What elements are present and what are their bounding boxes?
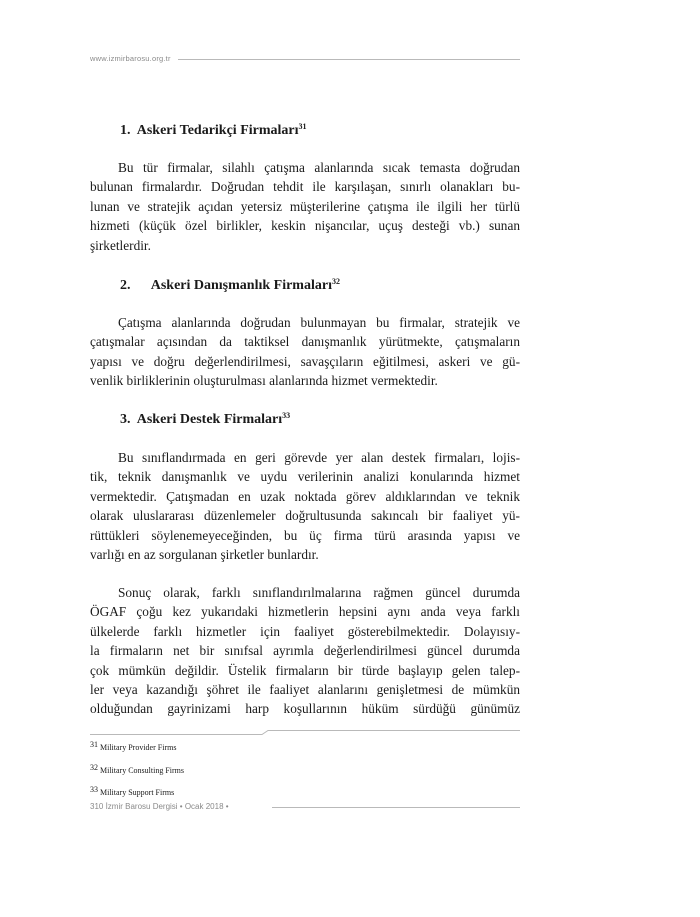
footnote-number: 31 (90, 740, 98, 749)
text-line: olduğundan gayrinizami harp koşullarının hüküm sürdüğü günümüz (90, 701, 520, 717)
section-2-heading (120, 277, 340, 294)
site-url: www.izmirbarosu.org.tr (90, 54, 171, 63)
section-3-paragraph (90, 448, 520, 564)
section-3-heading (120, 411, 290, 428)
footnote-33 (90, 785, 174, 797)
footnote-ref-31[interactable]: 31 (298, 122, 307, 131)
page-footer: 310 İzmir Barosu Dergisi • Ocak 2018 • (90, 802, 229, 811)
text-line: rüttükleri söylenemeyeceğinden, bu üç firma türü arasında yapısı ve (90, 527, 520, 543)
text-line: ülkelerde farklı hizmetler için faaliyet gösterebilmektedir. Dolayısıy- (90, 623, 520, 639)
section-1-paragraph (90, 158, 520, 255)
section-3-title: Askeri Destek Firmaları (136, 412, 283, 427)
text-line: bulunan firmalardır. Doğrudan tehdit ile karşılaşan, sınırlı olanakları bu- (90, 179, 520, 195)
footnote-31 (90, 740, 176, 752)
header-rule (178, 59, 520, 60)
text-line: Çatışma alanlarında doğrudan bulunmayan bu firmalar, stratejik ve (118, 315, 520, 330)
section-1-number: 1. (120, 123, 131, 138)
section-2-title: Askeri Danışmanlık Firmaları (150, 278, 332, 293)
text-line: olarak uluslararası düzenlemeler doğrultusunda sakıncalı bir faaliyet yü- (90, 508, 520, 524)
footnote-text: Military Consulting Firms (100, 766, 185, 775)
footnote-text: Military Provider Firms (100, 743, 177, 752)
footnote-text: Military Support Firms (100, 788, 175, 797)
text-line: vermektedir. Çatışmadan en uzak noktada görev aldıklarından ve teknik (90, 488, 520, 504)
text-line: ler veya kazandığı şöhret ile faaliyet alanlarını genişletmesi de mümkün (90, 681, 520, 697)
text-line: çok mümkün değildir. Üstelik firmaların bir türde başlayıp gelen talep- (90, 662, 520, 678)
section-2-paragraph (90, 313, 520, 391)
text-line: venlik birliklerinin oluşturulması alanlarında hizmet vermektedir. (90, 373, 438, 389)
footnote-number: 33 (90, 785, 98, 794)
section-1-title: Askeri Tedarikçi Firmaları (136, 123, 299, 138)
text-line: şirketlerdir. (90, 237, 151, 253)
footnote-32 (90, 763, 184, 775)
section-1-heading (120, 122, 307, 139)
text-line: çatışmalar açısından da taktiksel danışmanlık yürütmekte, çatışmaların (90, 334, 520, 350)
footnote-number: 32 (90, 763, 98, 772)
text-line: Bu tür firmalar, silahlı çatışma alanlarında sıcak temasta doğrudan (118, 160, 520, 175)
text-line: Sonuç olarak, farklı sınıflandırılmalarına rağmen güncel durumda (118, 585, 520, 600)
footnote-ref-32[interactable]: 32 (331, 277, 340, 286)
text-line: la firmaların net bir sınıfsal ayrımla değerlendirilmesi güncel durumda (90, 643, 520, 659)
text-line: hizmeti (küçük özel birlikler, keskin nişancılar, uçuş desteği vb.) sunan (90, 218, 520, 234)
section-3-number: 3. (120, 412, 131, 427)
section-2-number: 2. (120, 278, 131, 293)
text-line: ÖGAF çoğu kez yukarıdaki hizmetlerin hepsini aynı anda veya farklı (90, 604, 520, 620)
conclusion-paragraph (90, 583, 520, 719)
text-line: lunan ve stratejik açıdan yetersiz müşterilerine çatışma ile ilgili her türlü (90, 198, 520, 214)
footnote-rule (90, 730, 520, 736)
footnote-ref-33[interactable]: 33 (282, 411, 291, 420)
text-line: Bu sınıflandırmada en geri görevde yer alan destek firmaları, lojis- (118, 450, 520, 465)
text-line: tik, teknik danışmanlık ve uydu verilerinin analizi konularında hizmet (90, 469, 520, 485)
footer-rule (272, 807, 520, 808)
text-line: varlığı en az sorgulanan şirketler bunlardır. (90, 546, 319, 562)
text-line: yapısı ve doğru değerlendirilmesi, savaşçıların eğitilmesi, askeri ve gü- (90, 353, 520, 369)
